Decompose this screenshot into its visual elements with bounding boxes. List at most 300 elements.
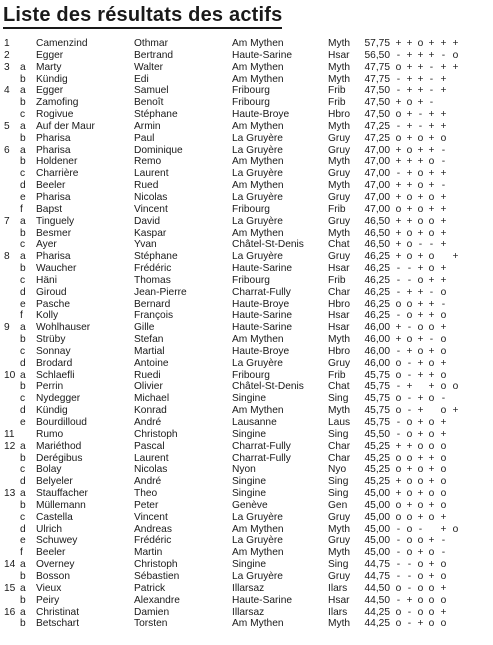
- first-name-cell: Stéphane: [134, 251, 178, 263]
- sub-rank-cell: f: [20, 310, 23, 322]
- round-result-mark: o: [406, 97, 413, 109]
- score-cell: 45,25: [364, 452, 390, 464]
- first-name-cell: Vincent: [134, 511, 168, 523]
- round-result-mark: o: [428, 582, 435, 594]
- round-result-mark: o: [395, 452, 402, 464]
- rank-cell: 10: [4, 369, 16, 381]
- score-cell: 47,00: [364, 144, 390, 156]
- round-result-mark: +: [406, 215, 413, 227]
- score-cell: 45,50: [364, 428, 390, 440]
- round-result-mark: +: [428, 535, 435, 547]
- round-result-mark: +: [395, 334, 402, 346]
- round-result-mark: o: [406, 144, 413, 156]
- last-name-cell: Perrin: [36, 381, 64, 393]
- club-cell: Am Mythen: [232, 547, 284, 559]
- sub-rank-cell: b: [20, 594, 26, 606]
- first-name-cell: Frédéric: [134, 535, 172, 547]
- round-result-mark: +: [395, 97, 402, 109]
- sub-rank-cell: d: [20, 180, 26, 192]
- round-result-mark: -: [396, 523, 401, 535]
- round-result-mark: o: [428, 440, 435, 452]
- round-result-mark: -: [407, 274, 412, 286]
- round-result-mark: o: [406, 523, 413, 535]
- round-result-mark: o: [417, 559, 424, 571]
- result-row: [0, 192, 493, 204]
- round-result-mark: +: [428, 298, 435, 310]
- score-cell: 46,25: [364, 274, 390, 286]
- round-result-mark: o: [406, 298, 413, 310]
- last-name-cell: Waucher: [36, 263, 77, 275]
- round-result-mark: +: [440, 120, 447, 132]
- round-result-mark: +: [395, 144, 402, 156]
- club-code-cell: Gruy: [328, 251, 351, 263]
- round-result-mark: o: [395, 369, 402, 381]
- round-result-mark: +: [428, 132, 435, 144]
- first-name-cell: Olivier: [134, 381, 163, 393]
- round-result-mark: o: [395, 464, 402, 476]
- last-name-cell: Müllemann: [36, 499, 86, 511]
- result-row: [0, 133, 493, 145]
- round-result-mark: -: [407, 357, 412, 369]
- first-name-cell: Konrad: [134, 405, 167, 417]
- round-result-mark: o: [428, 417, 435, 428]
- result-row: [0, 74, 493, 86]
- last-name-cell: Beeler: [36, 547, 66, 559]
- round-result-mark: -: [396, 381, 401, 393]
- last-name-cell: Besmer: [36, 227, 72, 239]
- club-code-cell: Myth: [328, 120, 351, 132]
- result-row: [0, 121, 493, 133]
- first-name-cell: Patrick: [134, 582, 166, 594]
- sub-rank-cell: a: [20, 215, 26, 227]
- last-name-cell: Kündig: [36, 73, 68, 85]
- result-row: [0, 287, 493, 299]
- round-result-mark: +: [428, 144, 435, 156]
- round-result-mark: o: [395, 132, 402, 144]
- round-result-mark: o: [440, 559, 447, 571]
- score-cell: 45,25: [364, 440, 390, 452]
- sub-rank-cell: a: [20, 61, 26, 73]
- round-result-mark: o: [417, 345, 424, 357]
- rank-cell: 8: [4, 251, 10, 263]
- sub-rank-cell: b: [20, 227, 26, 239]
- sub-rank-cell: d: [20, 357, 26, 369]
- round-result-mark: -: [441, 535, 446, 547]
- last-name-cell: Brodard: [36, 357, 73, 369]
- first-name-cell: Peter: [134, 499, 159, 511]
- score-cell: 44,25: [364, 618, 390, 630]
- round-result-mark: -: [429, 85, 434, 97]
- last-name-cell: Vieux: [36, 582, 62, 594]
- round-result-mark: o: [395, 298, 402, 310]
- first-name-cell: Stefan: [134, 334, 164, 346]
- club-code-cell: Hsar: [328, 322, 350, 334]
- round-result-mark: +: [406, 464, 413, 476]
- round-result-mark: +: [417, 452, 424, 464]
- score-cell: 47,75: [364, 61, 390, 73]
- last-name-cell: Egger: [36, 85, 64, 97]
- round-result-mark: +: [417, 369, 424, 381]
- last-name-cell: Pharisa: [36, 191, 71, 203]
- round-result-mark: -: [429, 239, 434, 251]
- sub-rank-cell: a: [20, 120, 26, 132]
- club-code-cell: Char: [328, 440, 351, 452]
- round-result-mark: o: [428, 215, 435, 227]
- round-result-mark: -: [441, 298, 446, 310]
- rank-cell: 12: [4, 440, 16, 452]
- round-result-mark: +: [406, 156, 413, 168]
- round-result-mark: +: [417, 417, 424, 428]
- round-result-mark: o: [428, 606, 435, 618]
- round-result-mark: -: [407, 405, 412, 417]
- round-result-mark: o: [406, 452, 413, 464]
- last-name-cell: Betschart: [36, 618, 80, 630]
- club-cell: Fribourg: [232, 97, 270, 109]
- last-name-cell: Sonnay: [36, 345, 71, 357]
- round-result-mark: o: [440, 499, 447, 511]
- round-result-mark: +: [440, 274, 447, 286]
- sub-rank-cell: c: [20, 393, 26, 405]
- result-row: [0, 322, 493, 334]
- last-name-cell: Wohlhauser: [36, 322, 91, 334]
- result-row: [0, 524, 493, 536]
- sub-rank-cell: a: [20, 322, 26, 334]
- round-result-mark: +: [440, 322, 447, 334]
- result-row: [0, 571, 493, 583]
- round-result-mark: o: [417, 464, 424, 476]
- round-result-mark: o: [440, 405, 447, 417]
- club-cell: La Gruyère: [232, 535, 283, 547]
- club-cell: Haute-Sarine: [232, 263, 293, 275]
- rank-cell: 16: [4, 606, 16, 618]
- first-name-cell: Frédéric: [134, 263, 172, 275]
- first-name-cell: Benoît: [134, 97, 164, 109]
- club-cell: Haute-Broye: [232, 109, 290, 121]
- club-cell: Singine: [232, 393, 266, 405]
- club-code-cell: Char: [328, 286, 351, 298]
- score-cell: 47,50: [364, 85, 390, 97]
- round-result-mark: +: [428, 476, 435, 488]
- first-name-cell: Bernard: [134, 298, 171, 310]
- club-code-cell: Frib: [328, 85, 346, 97]
- round-result-mark: -: [429, 73, 434, 85]
- round-result-mark: o: [406, 310, 413, 322]
- round-result-mark: +: [417, 49, 424, 61]
- score-cell: 45,25: [364, 464, 390, 476]
- round-result-mark: +: [440, 73, 447, 85]
- first-name-cell: Martin: [134, 547, 163, 559]
- sub-rank-cell: d: [20, 523, 26, 535]
- first-name-cell: Pascal: [134, 440, 165, 452]
- round-result-mark: +: [417, 405, 424, 417]
- result-row: [0, 583, 493, 595]
- first-name-cell: Jean-Pierre: [134, 286, 187, 298]
- score-cell: 46,25: [364, 263, 390, 275]
- round-result-mark: -: [418, 120, 423, 132]
- round-result-mark: o: [417, 132, 424, 144]
- result-row: [0, 334, 493, 346]
- club-cell: Am Mythen: [232, 227, 284, 239]
- sub-rank-cell: c: [20, 345, 26, 357]
- sub-rank-cell: a: [20, 582, 26, 594]
- club-code-cell: Chat: [328, 381, 350, 393]
- round-result-mark: +: [406, 120, 413, 132]
- club-cell: Singine: [232, 428, 266, 440]
- result-row: [0, 405, 493, 417]
- first-name-cell: Armin: [134, 120, 161, 132]
- club-cell: Am Mythen: [232, 180, 284, 192]
- club-cell: Haute-Sarine: [232, 322, 293, 334]
- round-result-mark: -: [396, 417, 401, 428]
- sub-rank-cell: d: [20, 405, 26, 417]
- last-name-cell: Egger: [36, 49, 64, 61]
- last-name-cell: Bapst: [36, 203, 63, 215]
- last-name-cell: Ayer: [36, 239, 57, 251]
- round-result-mark: +: [428, 369, 435, 381]
- score-cell: 45,75: [364, 393, 390, 405]
- result-row: [0, 310, 493, 322]
- club-code-cell: Chat: [328, 239, 350, 251]
- round-result-mark: -: [441, 547, 446, 559]
- round-result-mark: -: [396, 73, 401, 85]
- round-result-mark: +: [428, 38, 435, 49]
- round-result-mark: +: [406, 132, 413, 144]
- round-result-mark: -: [441, 156, 446, 168]
- round-result-mark: o: [417, 168, 424, 180]
- club-cell: Singine: [232, 476, 266, 488]
- score-cell: 56,50: [364, 49, 390, 61]
- round-result-mark: +: [428, 180, 435, 192]
- sub-rank-cell: a: [20, 440, 26, 452]
- round-result-mark: o: [440, 452, 447, 464]
- first-name-cell: Antoine: [134, 357, 169, 369]
- round-result-mark: o: [452, 49, 459, 61]
- sub-rank-cell: d: [20, 286, 26, 298]
- club-code-cell: Sing: [328, 393, 349, 405]
- first-name-cell: Dominique: [134, 144, 183, 156]
- round-result-mark: o: [417, 38, 424, 49]
- score-cell: 46,50: [364, 227, 390, 239]
- round-result-mark: -: [418, 109, 423, 121]
- round-result-mark: +: [440, 523, 447, 535]
- results-list: [0, 38, 493, 630]
- round-result-mark: o: [417, 215, 424, 227]
- round-result-mark: +: [406, 381, 413, 393]
- round-result-mark: +: [417, 156, 424, 168]
- last-name-cell: Pasche: [36, 298, 70, 310]
- first-name-cell: Torsten: [134, 618, 168, 630]
- first-name-cell: Damien: [134, 606, 170, 618]
- club-code-cell: Char: [328, 452, 351, 464]
- club-cell: Lausanne: [232, 417, 277, 428]
- club-code-cell: Ilars: [328, 582, 348, 594]
- club-code-cell: Myth: [328, 547, 351, 559]
- first-name-cell: André: [134, 417, 162, 428]
- last-name-cell: Schlaefli: [36, 369, 75, 381]
- round-result-mark: o: [428, 428, 435, 440]
- result-row: [0, 429, 493, 441]
- round-result-mark: +: [406, 440, 413, 452]
- club-cell: La Gruyère: [232, 191, 283, 203]
- score-cell: 47,50: [364, 109, 390, 121]
- round-result-mark: o: [406, 488, 413, 500]
- first-name-cell: David: [134, 215, 161, 227]
- club-cell: La Gruyère: [232, 251, 283, 263]
- round-result-mark: +: [452, 38, 459, 49]
- club-code-cell: Myth: [328, 61, 351, 73]
- club-code-cell: Gruy: [328, 191, 351, 203]
- round-result-mark: +: [417, 85, 424, 97]
- round-result-mark: o: [417, 606, 424, 618]
- club-code-cell: Gruy: [328, 144, 351, 156]
- round-result-mark: +: [406, 38, 413, 49]
- round-result-mark: -: [441, 180, 446, 192]
- round-result-mark: o: [428, 191, 435, 203]
- score-cell: 44,50: [364, 582, 390, 594]
- club-code-cell: Sing: [328, 476, 349, 488]
- sub-rank-cell: c: [20, 274, 26, 286]
- round-result-mark: +: [417, 334, 424, 346]
- round-result-mark: +: [428, 570, 435, 582]
- first-name-cell: Remo: [134, 156, 162, 168]
- round-result-mark: o: [395, 582, 402, 594]
- first-name-cell: Gille: [134, 322, 155, 334]
- last-name-cell: Holdener: [36, 156, 78, 168]
- score-cell: 45,00: [364, 499, 390, 511]
- score-cell: 47,75: [364, 73, 390, 85]
- sub-rank-cell: b: [20, 132, 26, 144]
- rank-cell: 2: [4, 49, 10, 61]
- score-cell: 47,50: [364, 97, 390, 109]
- last-name-cell: Strüby: [36, 334, 66, 346]
- club-code-cell: Gruy: [328, 511, 351, 523]
- sub-rank-cell: b: [20, 97, 26, 109]
- score-cell: 44,25: [364, 606, 390, 618]
- round-result-mark: o: [428, 393, 435, 405]
- club-code-cell: Myth: [328, 180, 351, 192]
- round-result-mark: -: [396, 535, 401, 547]
- result-row: [0, 168, 493, 180]
- last-name-cell: Beeler: [36, 180, 66, 192]
- round-result-mark: o: [428, 511, 435, 523]
- result-row: [0, 145, 493, 157]
- result-row: [0, 547, 493, 559]
- last-name-cell: Bolay: [36, 464, 62, 476]
- result-row: [0, 417, 493, 429]
- score-cell: 45,75: [364, 369, 390, 381]
- first-name-cell: Paul: [134, 132, 155, 144]
- round-result-mark: -: [396, 49, 401, 61]
- sub-rank-cell: a: [20, 488, 26, 500]
- result-row: [0, 476, 493, 488]
- result-row: [0, 595, 493, 607]
- club-cell: Charrat-Fully: [232, 286, 291, 298]
- club-cell: Am Mythen: [232, 61, 284, 73]
- round-result-mark: +: [395, 476, 402, 488]
- round-result-mark: +: [395, 440, 402, 452]
- score-cell: 46,00: [364, 357, 390, 369]
- score-cell: 45,00: [364, 511, 390, 523]
- first-name-cell: Samuel: [134, 85, 169, 97]
- rank-cell: 3: [4, 61, 10, 73]
- first-name-cell: Stéphane: [134, 109, 178, 121]
- round-result-mark: +: [406, 594, 413, 606]
- round-result-mark: o: [395, 203, 402, 215]
- round-result-mark: -: [396, 310, 401, 322]
- round-result-mark: o: [406, 547, 413, 559]
- sub-rank-cell: a: [20, 251, 26, 263]
- round-result-mark: -: [396, 559, 401, 571]
- club-code-cell: Sing: [328, 559, 349, 571]
- last-name-cell: Mariéthod: [36, 440, 82, 452]
- round-result-mark: +: [417, 357, 424, 369]
- result-row: [0, 370, 493, 382]
- round-result-mark: -: [407, 559, 412, 571]
- round-result-mark: o: [428, 357, 435, 369]
- first-name-cell: Rued: [134, 180, 159, 192]
- round-result-mark: +: [428, 559, 435, 571]
- result-row: [0, 109, 493, 121]
- club-cell: Charrat-Fully: [232, 440, 291, 452]
- round-result-mark: +: [440, 38, 447, 49]
- round-result-mark: -: [441, 393, 446, 405]
- round-result-mark: o: [406, 227, 413, 239]
- first-name-cell: Walter: [134, 61, 164, 73]
- score-cell: 46,25: [364, 298, 390, 310]
- club-cell: Châtel-St-Denis: [232, 239, 304, 251]
- first-name-cell: Yvan: [134, 239, 157, 251]
- round-result-mark: +: [428, 168, 435, 180]
- round-result-mark: +: [440, 203, 447, 215]
- round-result-mark: o: [395, 618, 402, 630]
- club-cell: Am Mythen: [232, 334, 284, 346]
- score-cell: 47,00: [364, 156, 390, 168]
- round-result-mark: +: [406, 499, 413, 511]
- round-result-mark: +: [395, 156, 402, 168]
- round-result-mark: -: [396, 286, 401, 298]
- round-result-mark: +: [428, 274, 435, 286]
- club-cell: Charrat-Fully: [232, 452, 291, 464]
- round-result-mark: o: [406, 191, 413, 203]
- result-row: [0, 85, 493, 97]
- round-result-mark: -: [396, 428, 401, 440]
- score-cell: 45,25: [364, 476, 390, 488]
- round-result-mark: +: [406, 109, 413, 121]
- result-row: [0, 512, 493, 524]
- round-result-mark: +: [417, 618, 424, 630]
- sub-rank-cell: e: [20, 535, 26, 547]
- round-result-mark: o: [440, 476, 447, 488]
- result-row: [0, 180, 493, 192]
- last-name-cell: Overney: [36, 559, 75, 571]
- round-result-mark: +: [417, 97, 424, 109]
- round-result-mark: +: [417, 310, 424, 322]
- club-cell: La Gruyère: [232, 357, 283, 369]
- round-result-mark: o: [440, 618, 447, 630]
- club-cell: Illarsaz: [232, 606, 265, 618]
- club-cell: Am Mythen: [232, 405, 284, 417]
- rank-cell: 15: [4, 582, 16, 594]
- rank-cell: 5: [4, 120, 10, 132]
- last-name-cell: Zamofing: [36, 97, 79, 109]
- round-result-mark: +: [406, 73, 413, 85]
- club-code-cell: Myth: [328, 523, 351, 535]
- club-code-cell: Gruy: [328, 535, 351, 547]
- club-cell: Haute-Broye: [232, 345, 290, 357]
- last-name-cell: Pharisa: [36, 132, 71, 144]
- club-code-cell: Frib: [328, 97, 346, 109]
- sub-rank-cell: c: [20, 511, 26, 523]
